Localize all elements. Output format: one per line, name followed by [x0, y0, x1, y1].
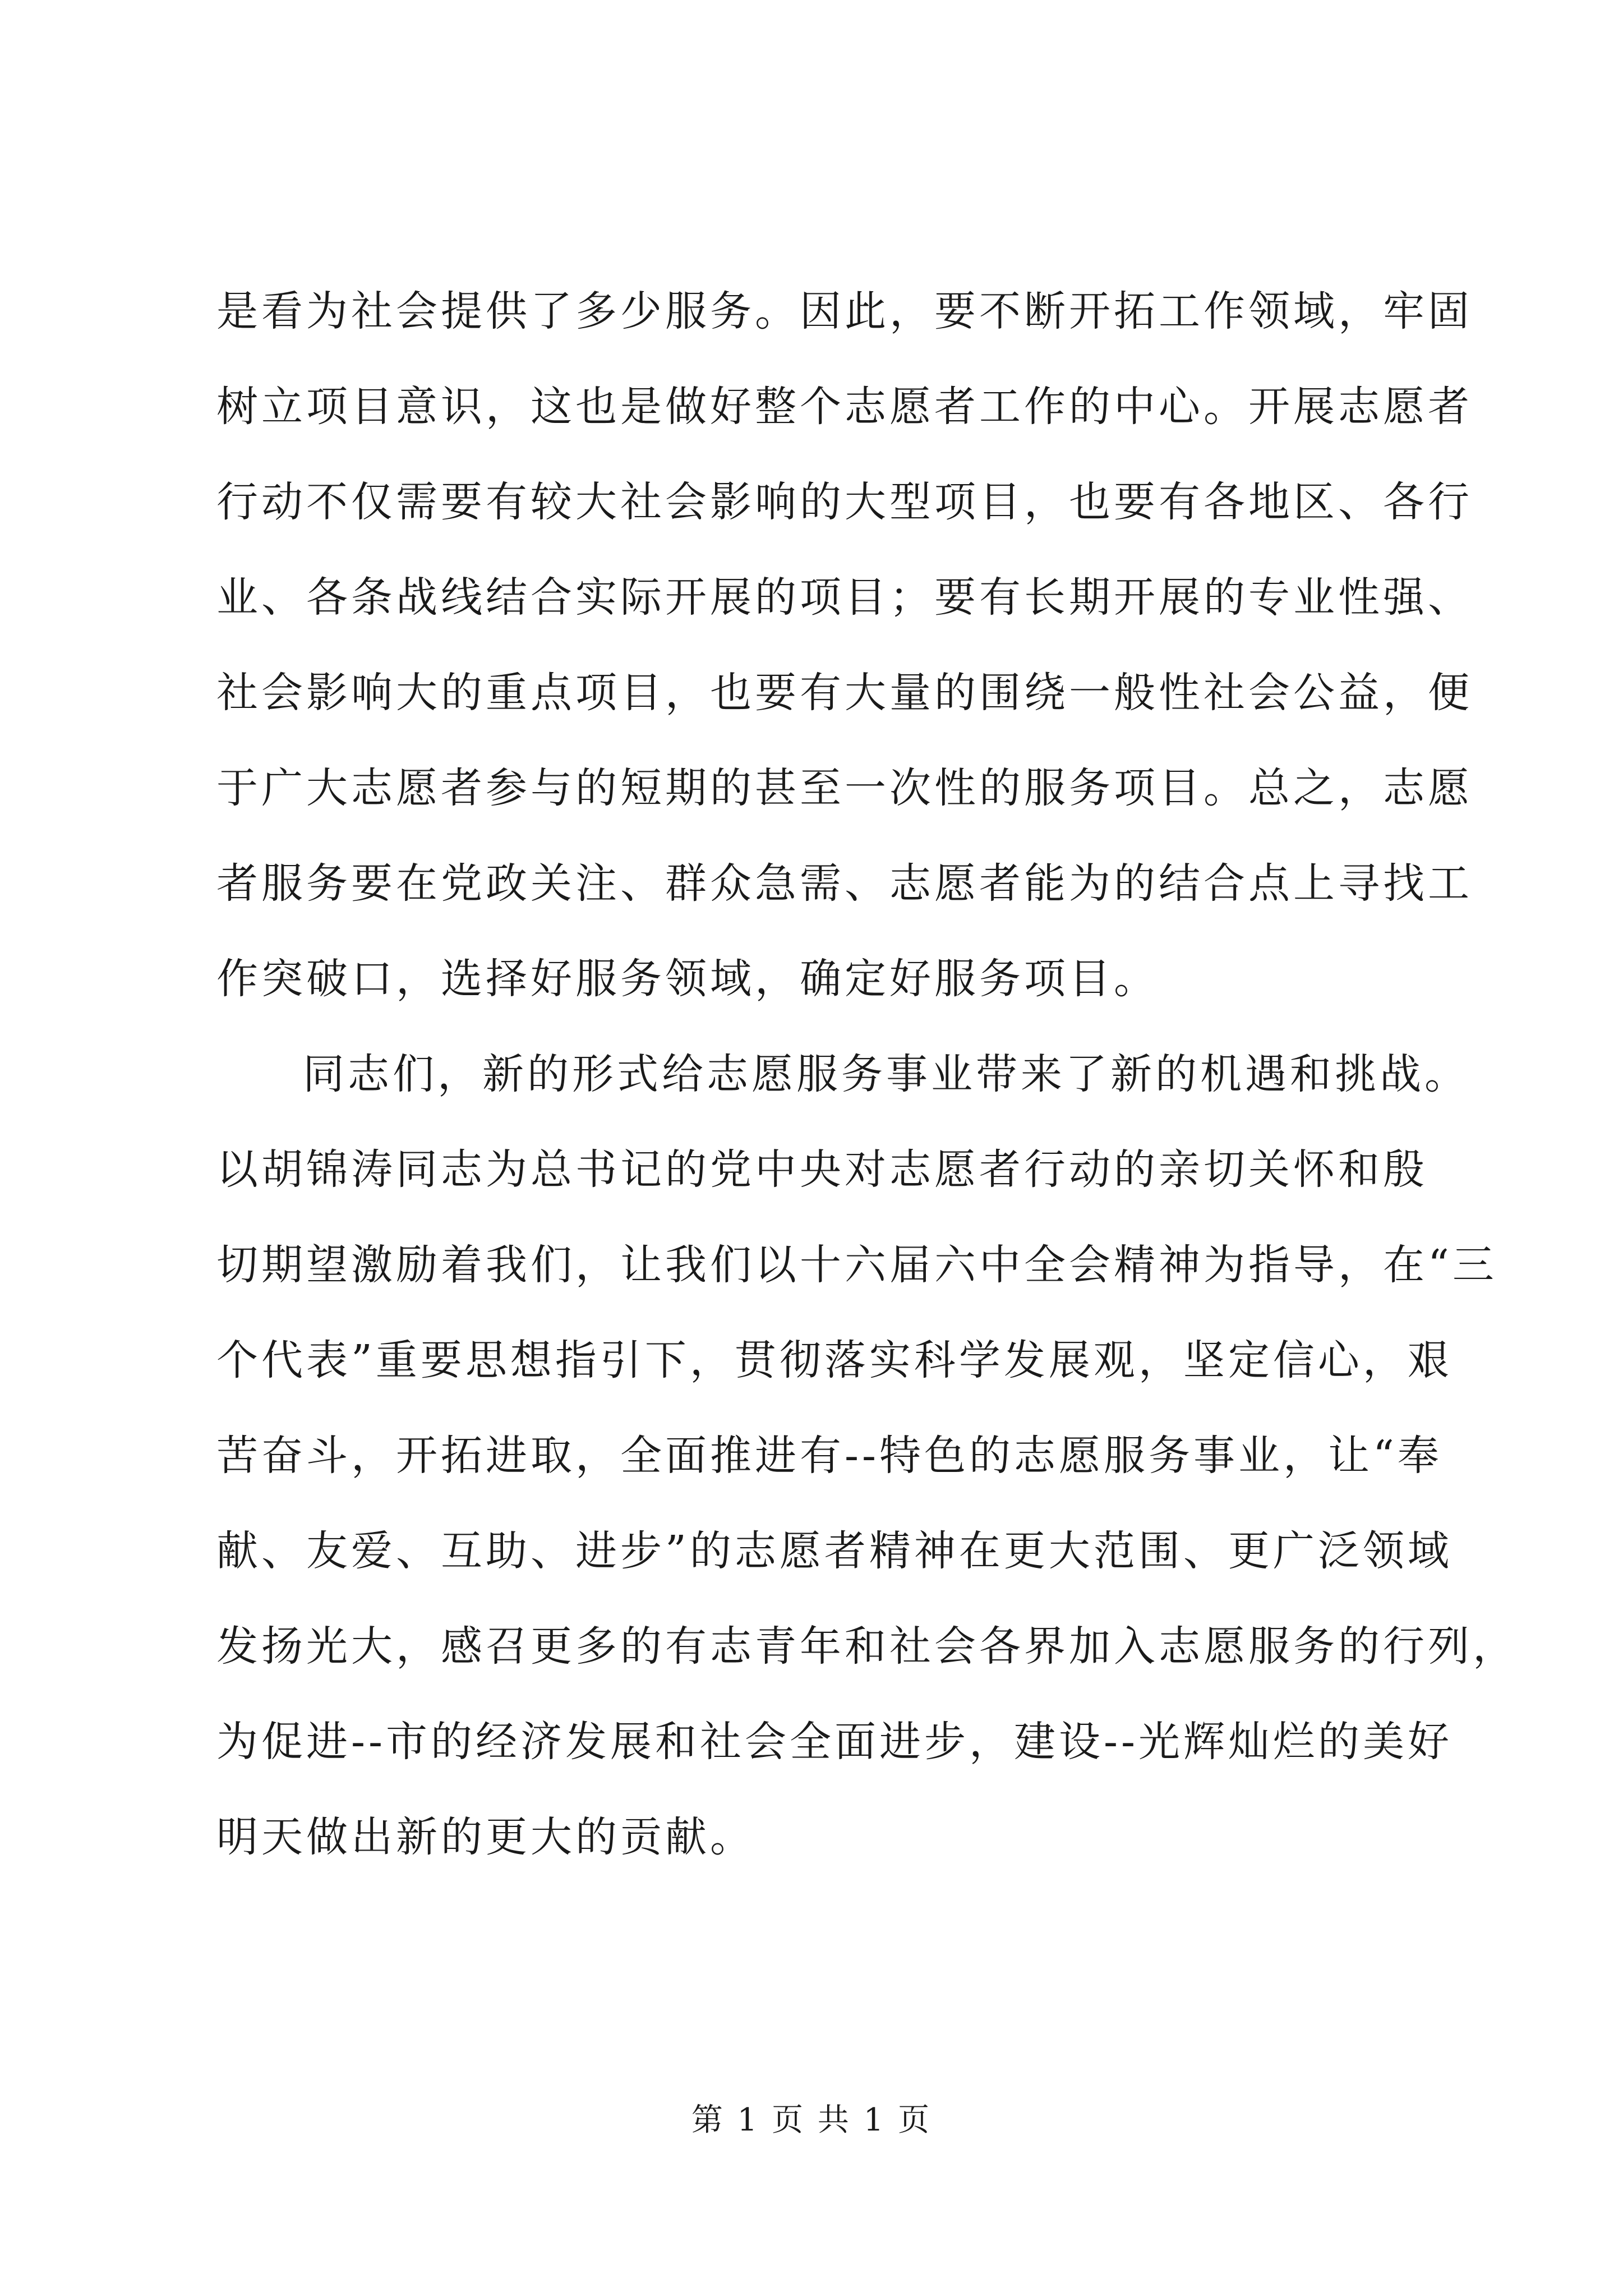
text-line: 作突破口，选择好服务领域，确定好服务项目。 [216, 955, 1159, 1003]
text-line: 苦奋斗，开拓进取，全面推进有--特色的志愿服务事业，让“奉 [216, 1432, 1442, 1480]
text-line: 是看为社会提供了多少服务。因此，要不断开拓工作领域，牢固 [216, 287, 1473, 335]
text-line: 献、友爱、互助、进步”的志愿者精神在更大范围、更广泛领域 [216, 1527, 1453, 1575]
page-number-footer: 第 1 页 共 1 页 [691, 2102, 932, 2138]
text-line: 树立项目意识，这也是做好整个志愿者工作的中心。开展志愿者 [216, 383, 1473, 431]
text-line: 以胡锦涛同志为总书记的党中央对志愿者行动的亲切关怀和殷 [216, 1145, 1428, 1194]
text-line: 社会影响大的重点项目，也要有大量的围绕一般性社会公益，便 [216, 669, 1473, 717]
text-line: 明天做出新的更大的贡献。 [216, 1813, 755, 1861]
text-line: 为促进--市的经济发展和社会全面进步，建设--光辉灿烂的美好 [216, 1718, 1453, 1766]
paragraph-start-line: 同志们，新的形式给志愿服务事业带来了新的机遇和挑战。 [303, 1050, 1469, 1098]
body-text [216, 264, 1518, 1885]
text-line: 业、各条战线结合实际开展的项目；要有长期开展的专业性强、 [216, 573, 1473, 622]
text-line: 于广大志愿者参与的短期的甚至一次性的服务项目。总之，志愿 [216, 764, 1473, 812]
text-line: 切期望激励着我们，让我们以十六届六中全会精神为指导，在“三 [216, 1241, 1497, 1289]
text-line: 者服务要在党政关注、群众急需、志愿者能为的结合点上寻找工 [216, 859, 1473, 908]
text-line: 行动不仅需要有较大社会影响的大型项目，也要有各地区、各行 [216, 478, 1473, 526]
text-line: 个代表”重要思想指引下，贯彻落实科学发展观，坚定信心，艰 [216, 1336, 1453, 1384]
text-line: 发扬光大，感召更多的有志青年和社会各界加入志愿服务的行列， [216, 1622, 1518, 1671]
